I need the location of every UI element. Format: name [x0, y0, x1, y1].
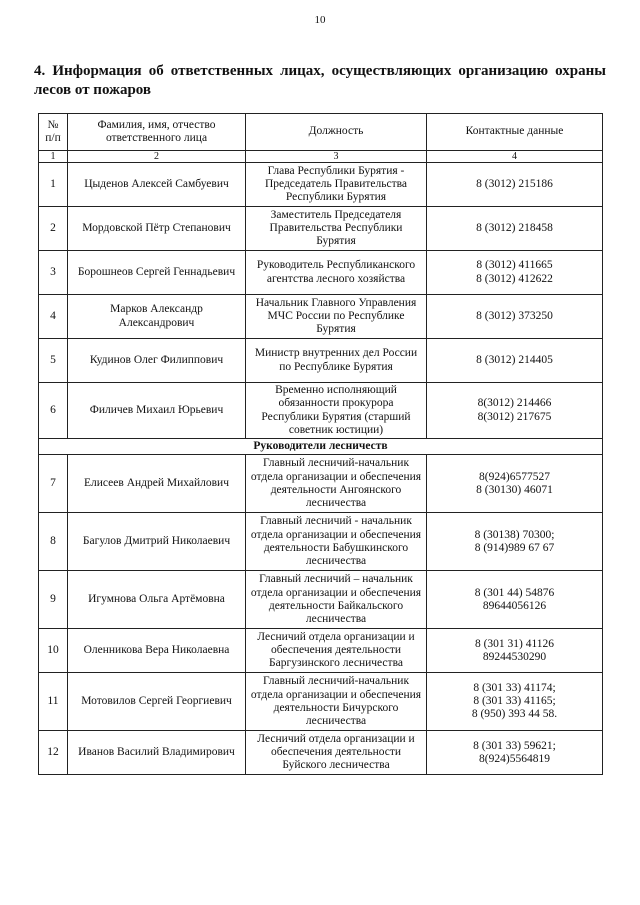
section-title: Руководители лесничеств: [39, 439, 603, 455]
column-number: 2: [68, 151, 246, 163]
phone-number: 8 (3012) 218458: [476, 221, 553, 234]
table-row: [39, 571, 603, 629]
contact-details: [427, 455, 603, 513]
person-name: Мордовской Пётр Степанович: [68, 207, 246, 251]
header-number: № п/п: [39, 114, 68, 151]
row-number: 2: [39, 207, 68, 251]
person-position: Заместитель Председателя Правительства Республики Бурятия: [246, 207, 427, 251]
page-number: 10: [314, 14, 326, 26]
officials-rows: [39, 163, 603, 439]
person-name: Иванов Василий Владимирович: [68, 731, 246, 775]
contact-details: [427, 571, 603, 629]
person-position: Начальник Главного Управления МЧС России по Республике Бурятия: [246, 295, 427, 339]
row-number: 12: [39, 731, 68, 775]
table-row: [39, 629, 603, 673]
person-position: Лесничий отдела организации и обеспечения деятельности Буйского лесничества: [246, 731, 427, 775]
contact-details: [427, 295, 603, 339]
row-number: 3: [39, 251, 68, 295]
phone-number: 8 (3012) 412622: [476, 272, 553, 285]
person-name: Марков Александр Александрович: [68, 295, 246, 339]
row-number: 5: [39, 339, 68, 383]
table-row: [39, 339, 603, 383]
column-number: 3: [246, 151, 427, 163]
row-number: 8: [39, 513, 68, 571]
phone-number: 8 (301 33) 41165;: [473, 695, 556, 708]
person-position: Главный лесничий-начальник отдела организации и обеспечения деятельности Бичурского лесничества: [246, 673, 427, 731]
contact-details: [427, 251, 603, 295]
section-row: [39, 439, 603, 455]
header-position: Должность: [246, 114, 427, 151]
person-name: Елисеев Андрей Михайлович: [68, 455, 246, 513]
table-row: [39, 731, 603, 775]
phone-number: 8 (950) 393 44 58.: [471, 708, 558, 721]
phone-number: 8(3012) 214466: [477, 397, 552, 410]
contact-details: [427, 731, 603, 775]
contact-details: [427, 629, 603, 673]
person-position: Главный лесничий-начальник отдела организации и обеспечения деятельности Ангоянского лесничества: [246, 455, 427, 513]
phone-number: 89244530290: [482, 650, 547, 663]
row-number: 7: [39, 455, 68, 513]
person-name: Багулов Дмитрий Николаевич: [68, 513, 246, 571]
person-name: Борошнеов Сергей Геннадьевич: [68, 251, 246, 295]
row-number: 6: [39, 383, 68, 439]
contact-details: [427, 383, 603, 439]
phone-number: 8 (301 31) 41126: [474, 637, 555, 650]
phone-number: 8 (301 44) 54876: [474, 586, 555, 599]
contact-details: [427, 207, 603, 251]
header-name: Фамилия, имя, отчество ответственного лица: [68, 114, 246, 151]
person-position: Лесничий отдела организации и обеспечения деятельности Баргузинского лесничества: [246, 629, 427, 673]
column-number-row: [39, 151, 603, 163]
person-position: Временно исполняющий обязанности прокурора Республики Бурятия (старший советник юстиции): [246, 383, 427, 439]
contact-details: [427, 163, 603, 207]
person-position: Главный лесничий - начальник отдела организации и обеспечения деятельности Бабушкинского лесничества: [246, 513, 427, 571]
phone-number: 8 (3012) 215186: [476, 177, 553, 190]
person-name: Игумнова Ольга Артёмовна: [68, 571, 246, 629]
row-number: 10: [39, 629, 68, 673]
table-row: [39, 455, 603, 513]
section-heading: 4. Информация об ответственных лицах, осуществляющих организацию охраны лесов от пожаров: [34, 63, 606, 98]
person-name: Мотовилов Сергей Георгиевич: [68, 673, 246, 731]
row-number: 4: [39, 295, 68, 339]
table-row: [39, 207, 603, 251]
table-row: [39, 163, 603, 207]
phone-number: 8 (301 33) 41174;: [473, 681, 556, 694]
contact-details: [427, 513, 603, 571]
table-row: [39, 383, 603, 439]
person-name: Кудинов Олег Филиппович: [68, 339, 246, 383]
person-position: Глава Республики Бурятия - Председатель Правительства Республики Бурятия: [246, 163, 427, 207]
person-position: Главный лесничий – начальник отдела организации и обеспечения деятельности Байкальского лесничества: [246, 571, 427, 629]
person-name: Цыденов Алексей Самбуевич: [68, 163, 246, 207]
contact-details: [427, 339, 603, 383]
column-number: 4: [427, 151, 603, 163]
phone-number: 8 (3012) 411665: [476, 259, 553, 272]
column-number: 1: [39, 151, 68, 163]
table-row: [39, 251, 603, 295]
phone-number: 8(924)5564819: [479, 752, 550, 765]
phone-number: 8 (30130) 46071: [476, 483, 553, 496]
person-position: Министр внутренних дел России по Республике Бурятия: [246, 339, 427, 383]
person-name: Оленникова Вера Николаевна: [68, 629, 246, 673]
phone-number: 8(924)6577527: [479, 470, 550, 483]
header-contacts: Контактные данные: [427, 114, 603, 151]
phone-number: 8 (3012) 373250: [476, 309, 553, 322]
row-number: 9: [39, 571, 68, 629]
table-row: [39, 295, 603, 339]
phone-number: 8 (30138) 70300;: [474, 528, 555, 541]
person-name: Филичев Михаил Юрьевич: [68, 383, 246, 439]
contact-details: [427, 673, 603, 731]
phone-number: 8 (914)989 67 67: [474, 541, 555, 554]
phone-number: 8 (3012) 214405: [476, 353, 553, 366]
table-row: [39, 513, 603, 571]
phone-number: 89644056126: [482, 599, 547, 612]
phone-number: 8(3012) 217675: [477, 410, 552, 423]
table-header-row: [39, 114, 603, 151]
phone-number: 8 (301 33) 59621;: [473, 739, 556, 752]
row-number: 11: [39, 673, 68, 731]
row-number: 1: [39, 163, 68, 207]
table-row: [39, 673, 603, 731]
responsible-persons-table: [38, 113, 603, 775]
person-position: Руководитель Республиканского агентства лесного хозяйства: [246, 251, 427, 295]
forestry-heads-rows: [39, 455, 603, 775]
